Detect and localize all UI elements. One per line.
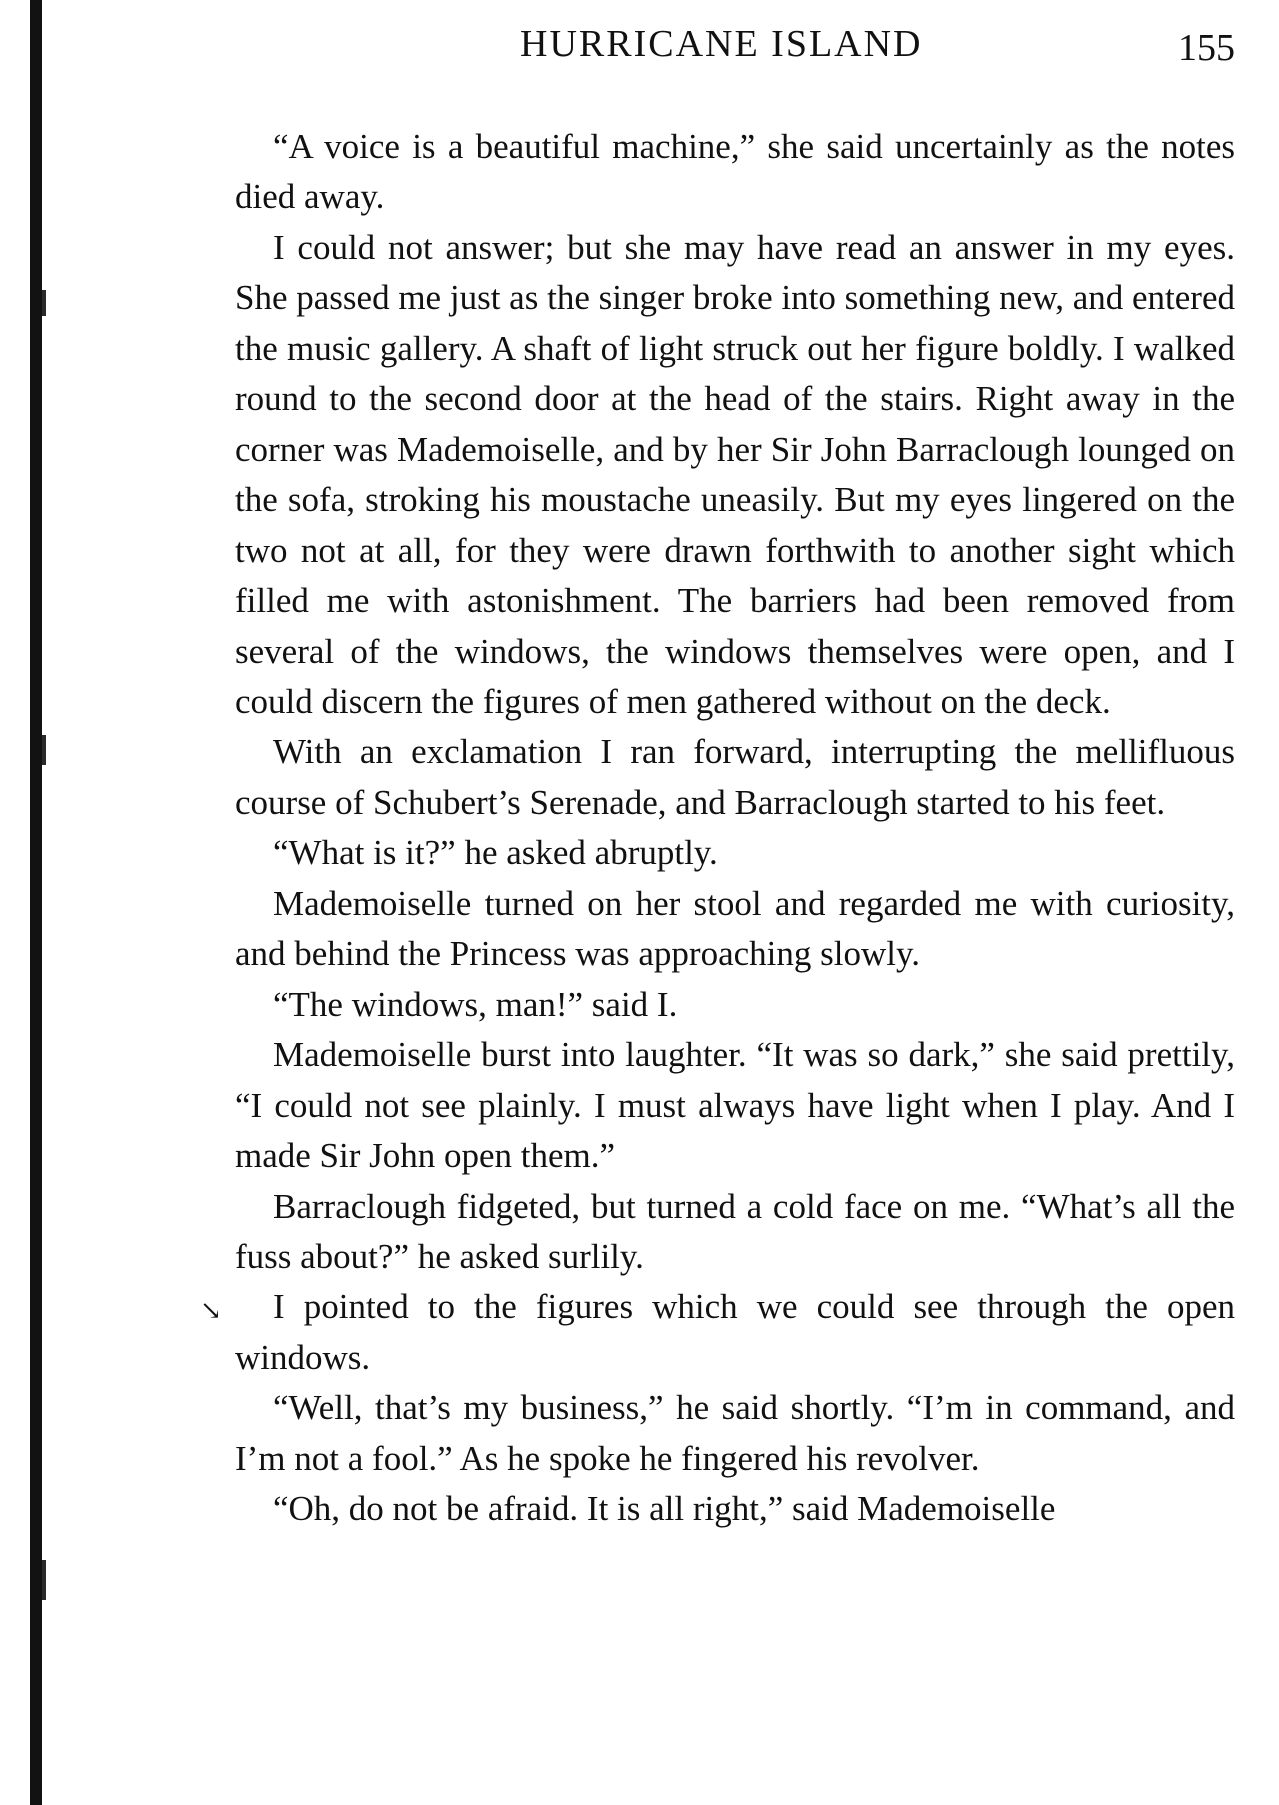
paragraph: “The windows, man!” said I. bbox=[273, 984, 678, 1024]
binding-speck bbox=[42, 290, 46, 316]
running-title: HURRICANE ISLAND bbox=[520, 23, 923, 65]
paragraph: Mademoiselle burst into laughter. “It was so dark,” she said prettily, “I could not see plainly. I must always have light when I play. And I made Sir John open them.” bbox=[235, 1035, 1235, 1176]
paragraph: “Well, that’s my business,” he said shortly. “I’m in command, and I’m not a fool.” As he spoke he fingered his revolver. bbox=[235, 1388, 1235, 1478]
binding-speck bbox=[42, 1560, 46, 1600]
paragraph: “A voice is a beautiful machine,” she said uncertainly as the notes died away. bbox=[235, 127, 1235, 217]
margin-mark-icon: ↘ bbox=[200, 1296, 222, 1325]
paragraph: “What is it?” he asked abruptly. bbox=[273, 833, 718, 873]
binding-speck bbox=[42, 735, 46, 765]
paragraph: With an exclamation I ran forward, interrupting the mellifluous course of Schubert’s Serenade, and Barraclough started to his feet. bbox=[235, 732, 1235, 822]
paragraph: “Oh, do not be afraid. It is all right,” said Mademoiselle bbox=[273, 1489, 1056, 1529]
page-binding-edge bbox=[30, 0, 42, 1805]
paragraph: I pointed to the figures which we could see through the open windows. bbox=[235, 1287, 1235, 1377]
page-number: 155 bbox=[1178, 27, 1235, 69]
paragraph: Barraclough fidgeted, but turned a cold face on me. “What’s all the fuss about?” he asked surlily. bbox=[235, 1186, 1235, 1276]
running-head bbox=[235, 22, 1235, 82]
paragraph: I could not answer; but she may have read an answer in my eyes. She passed me just as the singer broke into something new, and entered the music gallery. A shaft of light struck out her figure boldly. I walked round to the second door at the head of the stairs. Right away in the corner was Mademoiselle, and by her Sir John Barraclough lounged on the sofa, stroking his moustache uneasily. But my eyes lingered on the two not at all, for they were drawn forthwith to another sight which filled me with astonishment. The barriers had been removed from several of the windows, the windows themselves were open, and I could discern the figures of men gathered without on the deck. bbox=[235, 227, 1235, 721]
body-text bbox=[235, 122, 1235, 1535]
paragraph: Mademoiselle turned on her stool and regarded me with curiosity, and behind the Princess was approaching slowly. bbox=[235, 883, 1235, 974]
